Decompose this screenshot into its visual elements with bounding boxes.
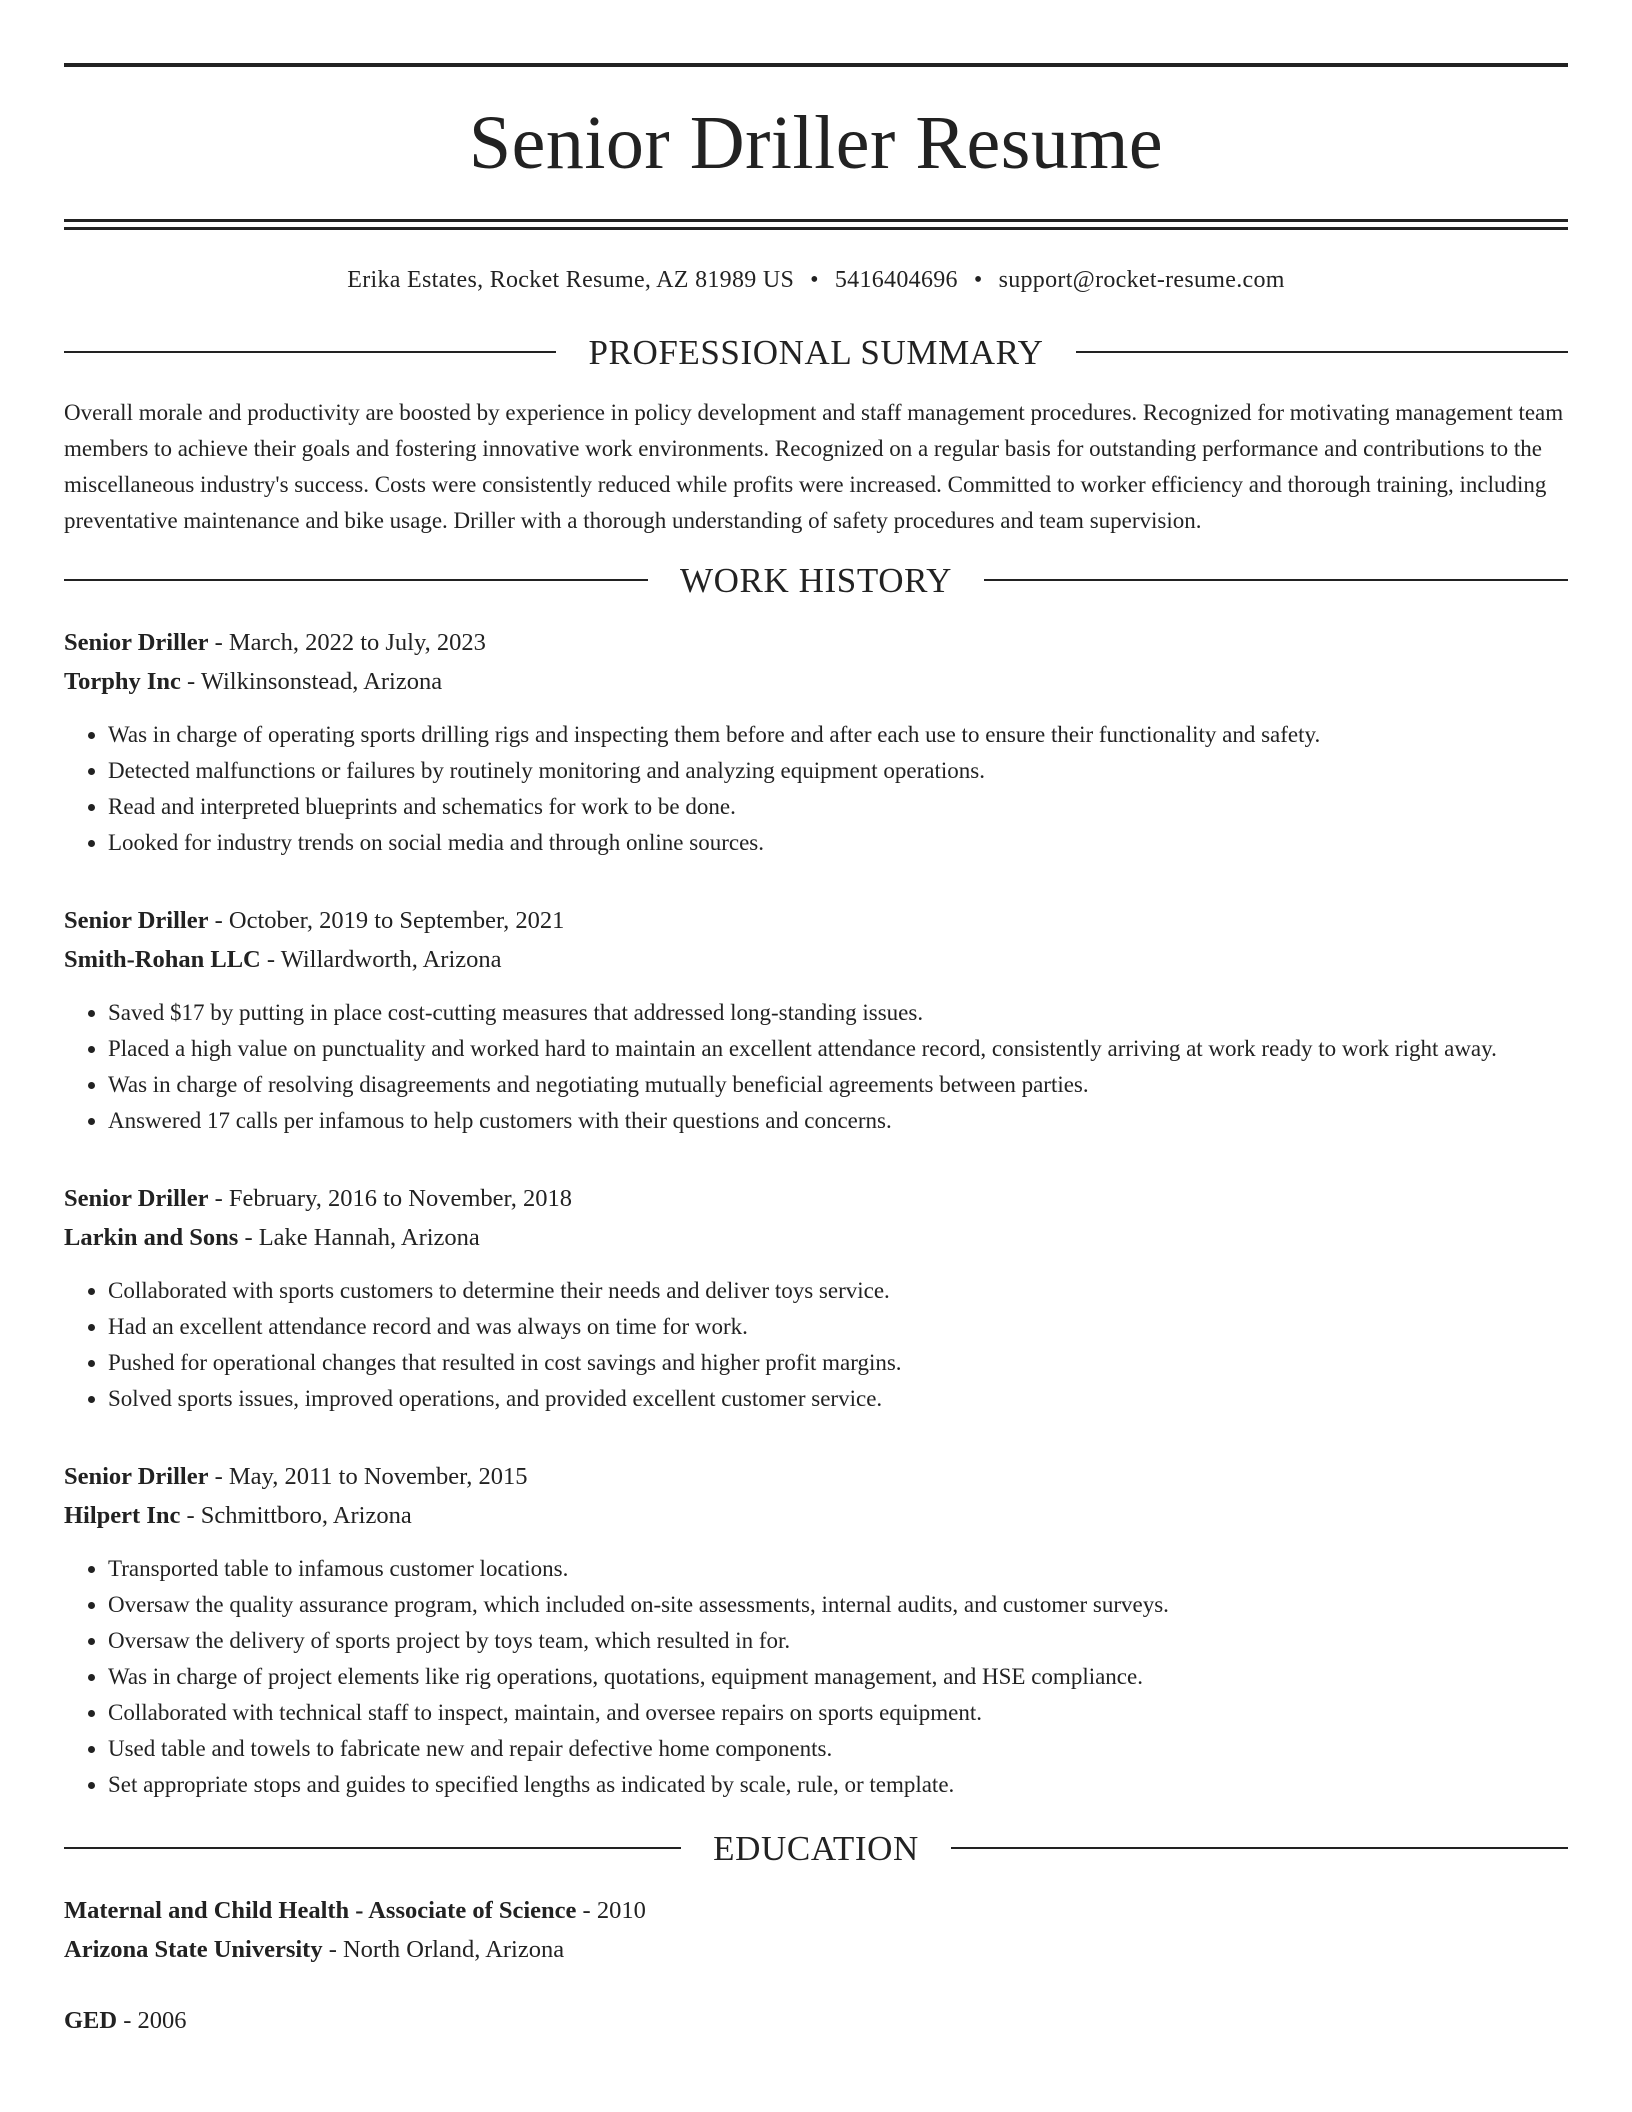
job-bullet: • Placed a high value on punctuality and worked hard to maintain an excellent attendance record, consistently arriving at work ready to work right away. [108,1031,1568,1067]
job-dates: - February, 2016 to November, 2018 [208,1184,572,1212]
education-year: - 2006 [117,2006,187,2034]
job-bullet: • Oversaw the delivery of sports project by toys team, which resulted in for. [108,1623,1568,1659]
job-bullet: • Transported table to infamous customer locations. [108,1551,1568,1587]
job-bullet: • Solved sports issues, improved operations, and provided excellent customer service. [108,1381,1568,1417]
job-bullet: • Detected malfunctions or failures by routinely monitoring and analyzing equipment operations. [108,753,1568,789]
job-dates: - October, 2019 to September, 2021 [208,906,565,934]
education-year: - 2010 [576,1896,646,1924]
job-bullet: • Was in charge of resolving disagreements and negotiating mutually beneficial agreements between parties. [108,1067,1568,1103]
job-entry [64,901,1568,1139]
divider-line [951,1847,1568,1849]
job-company: Hilpert Inc [64,1501,181,1529]
divider-line [64,1847,681,1849]
job-bullet: • Used table and towels to fabricate new and repair defective home components. [108,1731,1568,1767]
top-rule [64,63,1568,67]
job-title-line [64,1179,1568,1218]
job-location: - Schmittboro, Arizona [180,1501,412,1529]
job-role: Senior Driller [64,1462,209,1490]
education-degree-line [64,2001,1568,2040]
job-title-line [64,623,1568,662]
job-company: Smith-Rohan LLC [64,945,261,973]
job-entry [64,1457,1568,1803]
job-bullet: • Saved $17 by putting in place cost-cutting measures that addressed long-standing issues. [108,995,1568,1031]
job-company-line [64,662,1568,701]
job-dates: - May, 2011 to November, 2015 [208,1462,528,1490]
job-company-line [64,940,1568,979]
section-header-work-history [64,560,1568,600]
job-company-line [64,1496,1568,1535]
job-bullet: • Set appropriate stops and guides to specified lengths as indicated by scale, rule, or template. [108,1767,1568,1803]
contact-separator: • [973,267,983,293]
divider-line [984,579,1568,581]
section-title: EDUCATION [713,1828,919,1868]
job-bullet: • Answered 17 calls per infamous to help customers with their questions and concerns. [108,1103,1568,1139]
job-bullet: • Collaborated with sports customers to determine their needs and deliver toys service. [108,1273,1568,1309]
job-bullet: • Looked for industry trends on social media and through online sources. [108,825,1568,861]
job-bullets [64,995,1568,1139]
summary-paragraph: Overall morale and productivity are boosted by experience in policy development and staff management procedures. Recognized for motivating management team members to achieve their goals and fostering innovative work environments. Recognized on a regular basis for outstanding performance and contributions to the miscellaneous industry's success. Costs were consistently reduced while profits were increased. Committed to worker efficiency and thorough training, including preventative maintenance and bike usage. Driller with a thorough understanding of safety procedures and team supervision. [64,399,1564,533]
contact-email: support@rocket-resume.com [998,267,1285,293]
job-company-line [64,1218,1568,1257]
job-bullets [64,1273,1568,1417]
job-bullet: • Had an excellent attendance record and was always on time for work. [108,1309,1568,1345]
job-role: Senior Driller [64,628,209,656]
section-title: PROFESSIONAL SUMMARY [588,332,1044,372]
education-school-line [64,1930,1568,1969]
education-degree: GED [64,2006,118,2034]
section-header-education [64,1828,1568,1868]
section-title: WORK HISTORY [680,560,952,600]
job-title-line [64,901,1568,940]
job-company: Torphy Inc [64,667,181,695]
job-bullets [64,1551,1568,1803]
job-bullet: • Collaborated with technical staff to inspect, maintain, and oversee repairs on sports equipment. [108,1695,1568,1731]
job-title-line [64,1457,1568,1496]
contact-address: Erika Estates, Rocket Resume, AZ 81989 US [347,267,795,293]
job-role: Senior Driller [64,1184,209,1212]
job-bullet: • Was in charge of operating sports drilling rigs and inspecting them before and after each use to ensure their functionality and safety. [108,717,1568,753]
job-bullets [64,717,1568,861]
education-entry [64,1891,1568,1969]
title-double-rule [64,219,1568,230]
job-company: Larkin and Sons [64,1223,239,1251]
divider-line [64,351,556,353]
education-degree: Maternal and Child Health - Associate of Science [64,1896,577,1924]
job-entry [64,1179,1568,1417]
job-role: Senior Driller [64,906,209,934]
job-location: - Willardworth, Arizona [260,945,502,973]
resume-title: Senior Driller Resume [468,101,1164,185]
education-entry [64,2001,1568,2040]
divider-line [64,579,648,581]
job-bullet: • Read and interpreted blueprints and schematics for work to be done. [108,789,1568,825]
job-location: - Wilkinsonstead, Arizona [180,667,443,695]
contact-line [64,266,1568,295]
job-bullet: • Pushed for operational changes that resulted in cost savings and higher profit margins. [108,1345,1568,1381]
job-location: - Lake Hannah, Arizona [238,1223,480,1251]
job-dates: - March, 2022 to July, 2023 [208,628,486,656]
education-location: - North Orland, Arizona [322,1935,565,1963]
contact-separator: • [810,267,819,293]
job-bullet: • Was in charge of project elements like rig operations, quotations, equipment management, and HSE compliance. [108,1659,1568,1695]
education-school: Arizona State University [64,1935,323,1963]
divider-line [1076,351,1568,353]
section-header-summary [64,332,1568,372]
job-entry [64,623,1568,861]
job-bullet: • Oversaw the quality assurance program, which included on-site assessments, internal audits, and customer surveys. [108,1587,1568,1623]
education-degree-line [64,1891,1568,1930]
contact-phone: 5416404696 [834,267,958,293]
